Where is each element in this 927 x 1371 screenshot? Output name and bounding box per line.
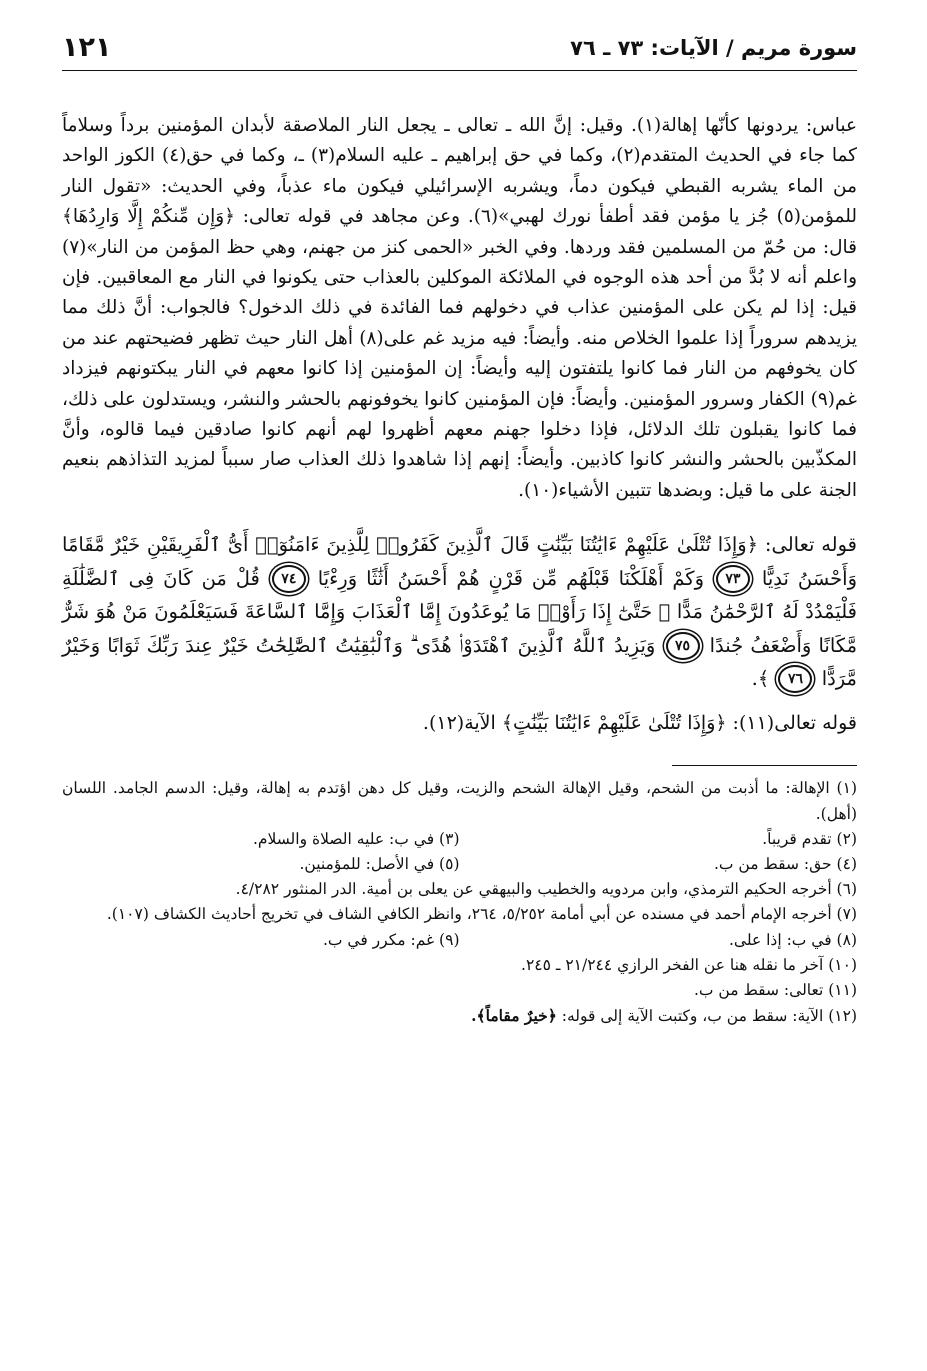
- footnote-8: (٨) في ب: إذا على.: [728, 930, 857, 949]
- page-number: ١٢١: [62, 32, 112, 63]
- verse-73-text: ﴿وَإِذَا تُتْلَىٰ عَلَيْهِمْ ءَايَٰتُنَا بَيِّنَٰتٍ قَالَ ٱلَّذِينَ كَفَرُوا۟ لِلَّذِينَ ءَامَنُوٓا۟ أَىُّ ٱلْفَرِيقَيْنِ خَيْرٌ مَّقَامًا وَأَحْسَنُ نَدِيًّا: [62, 533, 857, 590]
- ayah-marker-73: ٧٣: [716, 565, 750, 593]
- verse-closing: ﴾.: [751, 666, 770, 690]
- ayah-marker-75: ٧٥: [666, 632, 700, 660]
- footnote-separator: [672, 765, 857, 766]
- footnote-9: (٩) غم: مكرر في ب.: [322, 930, 460, 949]
- footnote-12-text: (١٢) الآية: سقط من ب، وكتبت الآية إلى قوله:: [561, 1007, 857, 1026]
- page-header: [62, 30, 857, 71]
- footnote-12: [62, 1003, 857, 1029]
- footnote-row-2-3: [62, 827, 857, 852]
- footnote-6: (٦) أخرجه الحكيم الترمذي، وابن مردويه والخطيب والبيهقي عن يعلى بن أمية. الدر المنثور ٤/٢٨٢.: [235, 880, 857, 899]
- commentary-text: [62, 111, 857, 506]
- verse-intro: قوله تعالى:: [764, 533, 858, 557]
- footnote-5: (٥) في الأصل: للمؤمنين.: [299, 854, 460, 873]
- footnote-7: (٧) أخرجه الإمام أحمد في مسنده عن أبي أمامة ٥/٢٥٢، ٢٦٤، وانظر الكافي الشاف في تخريج أحاديث الكشاف (١٠٧).: [106, 905, 857, 924]
- quran-verses-block: [62, 528, 857, 695]
- commentary-paragraph: عباس: يردونها كأنّها إهالة(١). وقيل: إنَّ الله ـ تعالى ـ يجعل النار الملاصقة لأبدان المؤمنين برداً وسلاماً كما جاء في الحديث المتقدم(٢)، وكما في حق إبراهيم ـ عليه السلام(٣) ـ، وكما في حق(٤) الكوز الواحد من الماء يشربه القبطي فيكون دماً، ويشربه الإسرائيلي فيكون ماء عذباً، وفي الحديث: «تقول النار للمؤمن(٥) جُز يا مؤمن فقد أطفأ نورك لهبي»(٦). وعن مجاهد في قوله تعالى: ﴿وَإِن مِّنكُمْ إِلَّا وَارِدُهَا﴾ قال: من حُمّ من المسلمين فقد وردها. وفي الخبر «الحمى كنز من جهنم، وهي حظ المؤمن من النار»(٧) واعلم أنه لا بُدَّ من أحد هذه الوجوه في الملائكة الموكلين بالعذاب حتى يكونوا في النار مع المعاقبين. فإن قيل: إذا لم يكن على المؤمنين عذاب في دخولهم فما الفائدة في ذلك الدخول؟ فالجواب: أنَّ ذلك مما يزيدهم سروراً إذا علموا الخلاص منه. وأيضاً: فيه مزيد غم على(٨) أهل النار حيث تظهر فضيحتهم عند من كان يخوفهم من النار فما كانوا يلتفتون إليه وأيضاً: إن المؤمنين إذا كانوا معهم في النار يبكتونهم فيزداد غم(٩) الكفار وسرور المؤمنين. وأيضاً: فإن المؤمنين كانوا يخوفونهم بالحشر والنشر، ويستدلون على ذلك، فما كانوا يقبلون تلك الدلائل، فإذا دخلوا جهنم معهم أظهروا لهم أنهم كانوا صادقين فيما قالوه، وأنَّ المكذّبين بالحشر والنشر كانوا كاذبين. وأيضاً: إنهم إذا شاهدوا ذلك العذاب صار سبباً لمزيد التذاذهم بنعيم الجنة على ما قيل: وبضدها تتبين الأشياء(١٠).: [62, 115, 857, 501]
- footnote-3: (٣) في ب: عليه الصلاة والسلام.: [252, 829, 460, 848]
- book-page: [62, 30, 857, 1350]
- next-verse-heading: قوله تعالى(١١): ﴿وَإِذَا تُتْلَىٰ عَلَيْهِمْ ءَايَٰتُنَا بَيِّنَٰتٍ﴾ الآية(١٢).: [422, 712, 857, 735]
- footnote-11: (١١) تعالى: سقط من ب.: [693, 980, 857, 999]
- footnote-row-8-9: [62, 928, 857, 953]
- footnote-12-quote: ﴿خيرٌ مقاماً﴾.: [471, 1006, 557, 1026]
- verse-76-text: وَيَزِيدُ ٱللَّهُ ٱلَّذِينَ ٱهْتَدَوْا۟ هُدًى ۗ وَٱلْبَٰقِيَٰتُ ٱلصَّٰلِحَٰتُ خَيْرٌ عِندَ رَبِّكَ ثَوَابًا وَخَيْرٌ مَّرَدًّا: [62, 633, 857, 690]
- footnote-1: (١) الإهالة: ما أذبت من الشحم، وقيل الإهالة الشحم والزيت، وقيل كل دهن اؤتدم به إهالة، وقيل: الدسم الجامد. اللسان (أهل).: [62, 779, 857, 823]
- footnote-10: (١٠) آخر ما نقله هنا عن الفخر الرازي ٢١/٢٤٤ ـ ٢٤٥.: [521, 955, 857, 974]
- verse-75-text: قُلْ مَن كَانَ فِى ٱلضَّلَٰلَةِ فَلْيَمْدُدْ لَهُ ٱلرَّحْمَٰنُ مَدًّا ۚ حَتَّىٰٓ إِذَا رَأَوْا۟ مَا يُوعَدُونَ إِمَّا ٱلْعَذَابَ وَإِمَّا ٱلسَّاعَةَ فَسَيَعْلَمُونَ مَنْ هُوَ شَرٌّ مَّكَانًا وَأَضْعَفُ جُندًا: [62, 566, 858, 657]
- verses-paragraph: [62, 528, 857, 695]
- verse-74-text: وَكَمْ أَهْلَكْنَا قَبْلَهُم مِّن قَرْنٍ هُمْ أَحْسَنُ أَثَٰثًا وَرِءْيًا: [317, 566, 705, 590]
- footnote-2: (٢) تقدم قريباً.: [762, 829, 857, 848]
- surah-verse-title: سورة مريم / الآيات: ٧٣ ـ ٧٦: [570, 36, 857, 60]
- ayah-marker-74: ٧٤: [272, 565, 306, 593]
- footnote-row-4-5: [62, 852, 857, 877]
- ayah-marker-76: ٧٦: [778, 665, 812, 693]
- footnote-4: (٤) حق: سقط من ب.: [713, 854, 857, 873]
- footnotes: [62, 776, 857, 1029]
